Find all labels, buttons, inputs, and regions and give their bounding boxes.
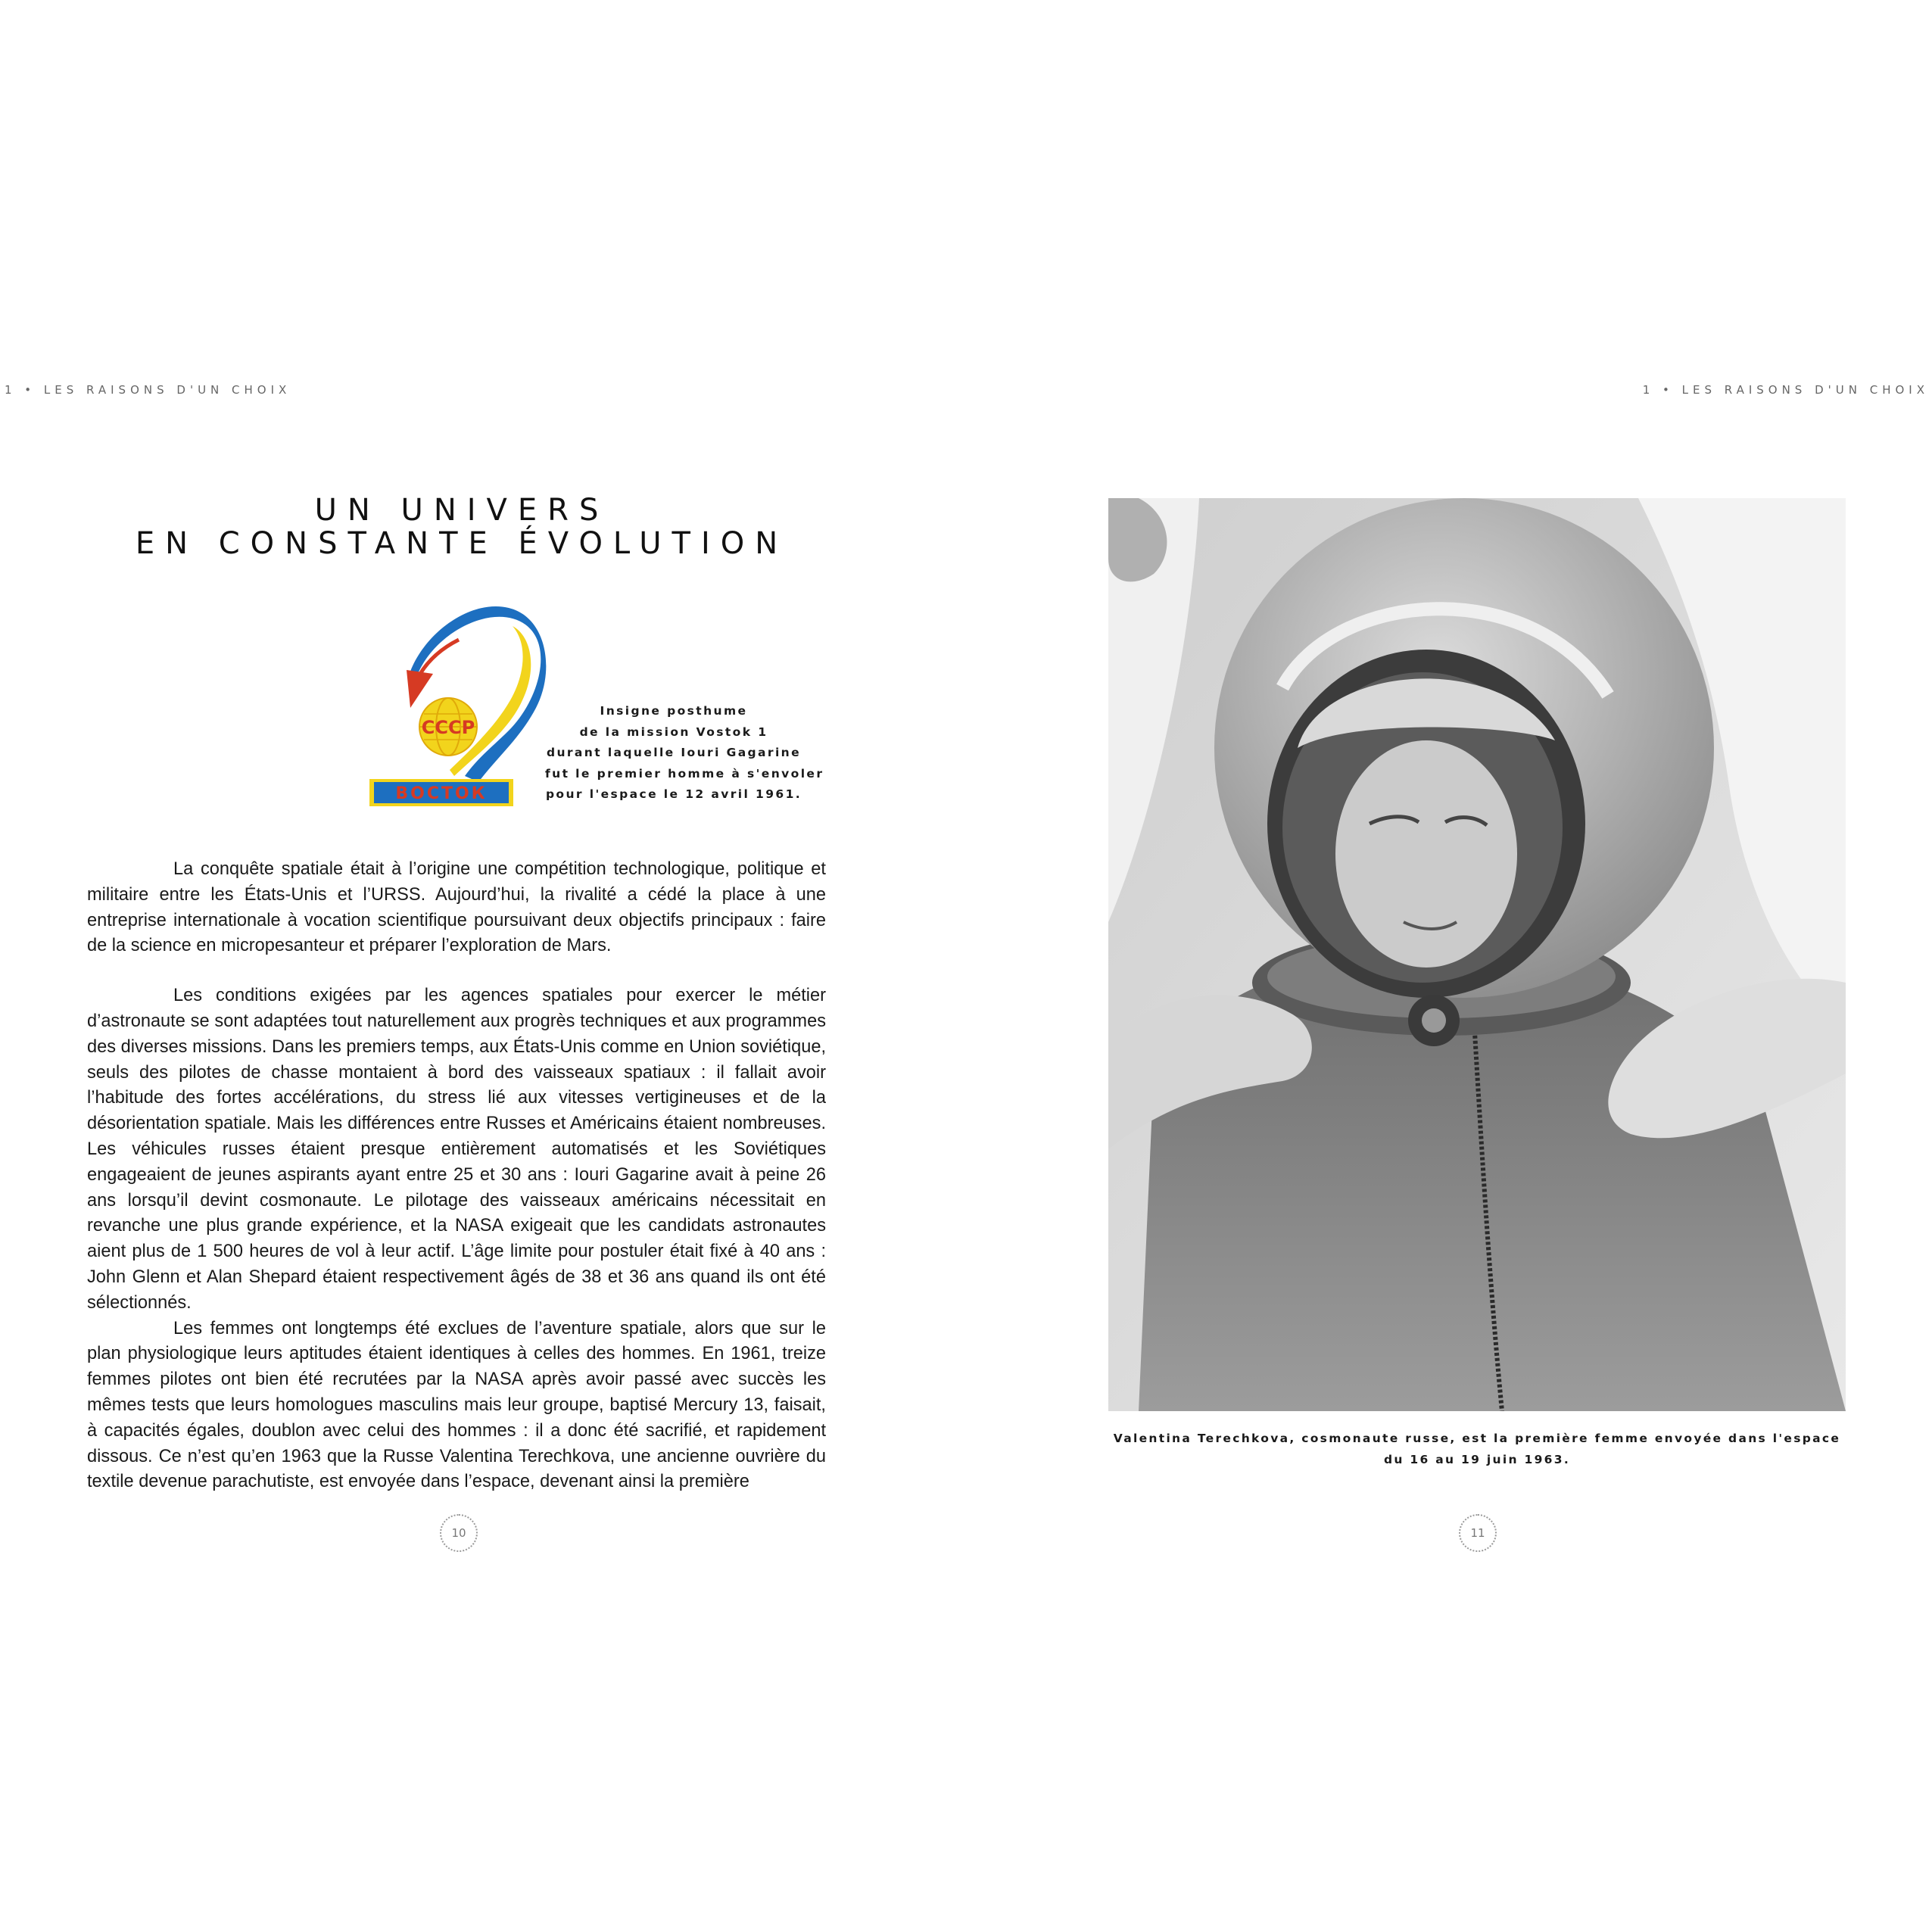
- badge-caption-line-3: durant laquelle Iouri Gagarine: [546, 746, 802, 759]
- paragraph-2: Les conditions exigées par les agences spatiales pour exercer le métier d’astronaute se sont adaptées tout naturellement aux progrès techniques et aux programmes des diverses missions. Dans les premiers temps, aux États-Unis comme en Union soviétique, seuls des pilotes de chasse montaient à bord des vaisseaux spatiaux : il fallait avoir l’habitude des fortes accélérations, du stress lié aux vitesses vertigineuses et de la désorientation spatiale. Mais les différences entre Russes et Américains étaient nombreuses. Les véhicules russes étaient presque entièrement automatisés et les Soviétiques engageaient de jeunes aspirants ayant entre 25 et 30 ans : Iouri Gagarine avait à peine 26 ans lorsqu’il devint cosmonaute. Le pilotage des vaisseaux américains nécessitait en revanche une plus grande expérience, et la NASA exigeait que les candidats astronautes aient plus de 1 500 heures de vol à leur actif. L’âge limite pour postuler était fixé à 40 ans : John Glenn et Alan Shepard étaient respectivement âgés de 38 et 36 ans quand ils ont été sélectionnés.: [87, 986, 826, 1313]
- paragraph-1: La conquête spatiale était à l’origine une compétition technologique, politique et militaire entre les États-Unis et l’URSS. Aujourd’hui, la rivalité a cédé la place à une entreprise internationale à vocation scientifique poursuivant deux objectifs principaux : faire de la science en micropesanteur et préparer l’exploration de Mars.: [87, 859, 826, 956]
- chapter-title-line-1: UN UNIVERS: [314, 493, 609, 528]
- badge-banner-text: ВОСТОК: [395, 784, 488, 803]
- badge-blue-swoosh: [410, 606, 546, 782]
- paragraph-3: Les femmes ont longtemps été exclues de l’aventure spatiale, alors que sur le plan physiologique leurs aptitudes étaient identiques à celles des hommes. En 1961, treize femmes pilotes ont bien été recrutées par la NASA après avoir passé avec succès les mêmes tests que leurs homologues masculins mais leur groupe, baptisé Mercury 13, faisait, à capacités égales, doublon avec celui des hommes : il a donc été sacrifié, et rapidement dissous. Ce n’est qu’en 1963 que la Russe Valentina Terechkova, une ancienne ouvrière du textile devenue parachutiste, est envoyée dans l’espace, devenant ainsi la première: [87, 1318, 826, 1492]
- page-number-left: 10: [440, 1514, 478, 1552]
- photo-caption-line-1: Valentina Terechkova, cosmonaute russe, est la première femme envoyée dans l'espace: [1113, 1432, 1841, 1445]
- running-head-right: 1 • LES RAISONS D'UN CHOIX: [1642, 383, 1929, 397]
- cosmonaut-photo: [1108, 498, 1846, 1411]
- badge-emblem-text: СССР: [421, 717, 475, 738]
- photo-caption-line-2: du 16 au 19 juin 1963.: [1383, 1453, 1571, 1466]
- page-number-right: 11: [1459, 1514, 1497, 1552]
- running-head-left: 1 • LES RAISONS D'UN CHOIX: [5, 383, 291, 397]
- badge-caption-line-5: pour l'espace le 12 avril 1961.: [545, 787, 802, 801]
- badge-caption-line-1: Insigne posthume: [600, 704, 748, 718]
- badge-caption: [545, 701, 824, 806]
- badge-caption-line-2: de la mission Vostok 1: [579, 724, 768, 739]
- chapter-title: [121, 494, 802, 560]
- face: [1335, 740, 1517, 968]
- body-text: [87, 857, 826, 1495]
- badge-caption-line-4: fut le premier homme à s'envoler: [545, 766, 824, 781]
- vostok-badge-image: [365, 602, 547, 815]
- photo-caption: [1108, 1428, 1846, 1470]
- chapter-title-line-2: EN CONSTANTE ÉVOLUTION: [135, 526, 789, 561]
